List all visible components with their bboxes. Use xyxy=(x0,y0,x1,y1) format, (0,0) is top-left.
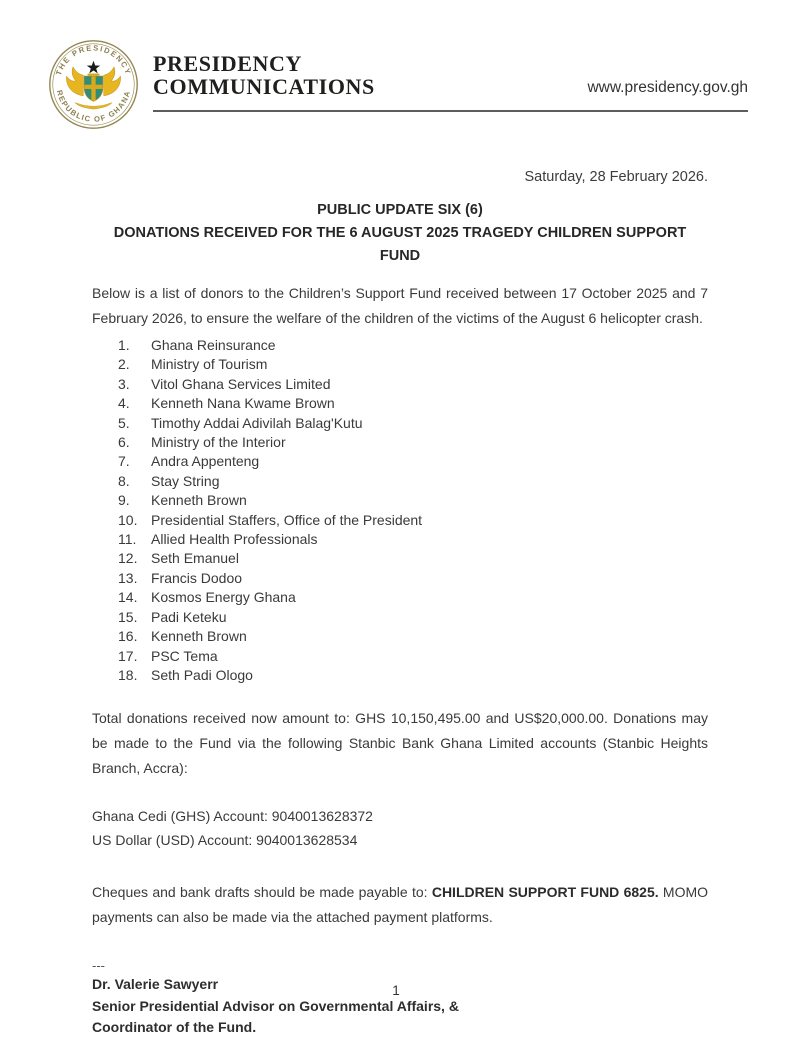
donor-item: Ministry of the Interior xyxy=(151,434,286,451)
website-url: www.presidency.gov.gh xyxy=(587,79,748,96)
totals-paragraph: Total donations received now amount to: GHS 10,150,495.00 and US$20,000.00. Donations may be made to the Fund via the following Stanbic Bank Ghana Limited accounts (Stanbic Heights Branch, Accra): xyxy=(92,710,708,777)
bank-accounts xyxy=(92,804,708,852)
donor-item: PSC Tema xyxy=(151,647,218,664)
letterhead xyxy=(0,0,792,131)
seal-bottom-text: REPUBLIC OF GHANA xyxy=(54,89,133,124)
donor-item: Kenneth Nana Kwame Brown xyxy=(151,395,335,412)
usd-account-line: US Dollar (USD) Account: 9040013628534 xyxy=(92,832,358,849)
org-name-line2: COMMUNICATIONS xyxy=(153,74,375,99)
donor-item: Ghana Reinsurance xyxy=(151,337,276,353)
cheques-text-prefix: Cheques and bank drafts should be made payable to: xyxy=(92,884,432,901)
cheques-text-suffix: MOMO payments can also be made via the attached payment platforms. xyxy=(92,884,709,926)
cheques-paragraph xyxy=(92,880,708,930)
donor-item: Seth Padi Ologo xyxy=(151,666,253,683)
document-body xyxy=(0,169,792,1039)
presidency-seal-icon xyxy=(47,38,140,131)
donor-item: Stay String xyxy=(151,472,220,489)
donor-item: Seth Emanuel xyxy=(151,550,239,567)
intro-paragraph: Below is a list of donors to the Children’s Support Fund received between 17 October 2025 and 7 February 2026, to ensure the welfare of the children of the victims of the August 6 helicopter crash. xyxy=(92,285,708,326)
title-line2: DONATIONS RECEIVED FOR THE 6 AUGUST 2025 TRAGEDY CHILDREN SUPPORT FUND xyxy=(113,225,687,264)
org-wordmark xyxy=(153,52,375,98)
coat-of-arms xyxy=(66,61,120,109)
donor-item: Kenneth Brown xyxy=(151,628,247,645)
donor-item: Vitol Ghana Services Limited xyxy=(151,375,331,392)
document-title xyxy=(92,199,708,268)
donor-item: Andra Appenteng xyxy=(151,453,260,470)
signatory-name: Dr. Valerie Sawyerr xyxy=(92,976,219,993)
title-line1: PUBLIC UPDATE SIX (6) xyxy=(317,202,483,218)
org-name-line1: PRESIDENCY xyxy=(153,51,303,76)
donor-item: Kenneth Brown xyxy=(151,492,247,509)
seal-top-text: THE PRESIDENCY xyxy=(53,43,134,77)
donor-item: Timothy Addai Adivilah Balag'Kutu xyxy=(151,414,363,431)
ghs-account-line: Ghana Cedi (GHS) Account: 9040013628372 xyxy=(92,808,373,825)
donor-item: Allied Health Professionals xyxy=(151,531,318,548)
letterhead-right xyxy=(153,52,748,112)
donor-list xyxy=(118,336,708,685)
signature-block xyxy=(92,957,708,1039)
donor-item: Ministry of Tourism xyxy=(151,356,268,373)
signature-divider: --- xyxy=(92,958,105,974)
fund-name-bold: CHILDREN SUPPORT FUND 6825. xyxy=(431,884,659,901)
donor-item: Francis Dodoo xyxy=(151,569,243,586)
page-number: 1 xyxy=(392,983,400,998)
donor-item: Presidential Staffers, Office of the President xyxy=(151,511,423,528)
svg-text:THE PRESIDENCY xyxy=(54,43,133,76)
document-date: Saturday, 28 February 2026. xyxy=(524,169,708,185)
donor-item: Kosmos Energy Ghana xyxy=(151,589,296,606)
donor-item: Padi Keteku xyxy=(151,608,227,625)
signatory-role-line1: Senior Presidential Advisor on Governmental Affairs, & xyxy=(92,997,459,1014)
signatory-role-line2: Coordinator of the Fund. xyxy=(92,1019,257,1036)
